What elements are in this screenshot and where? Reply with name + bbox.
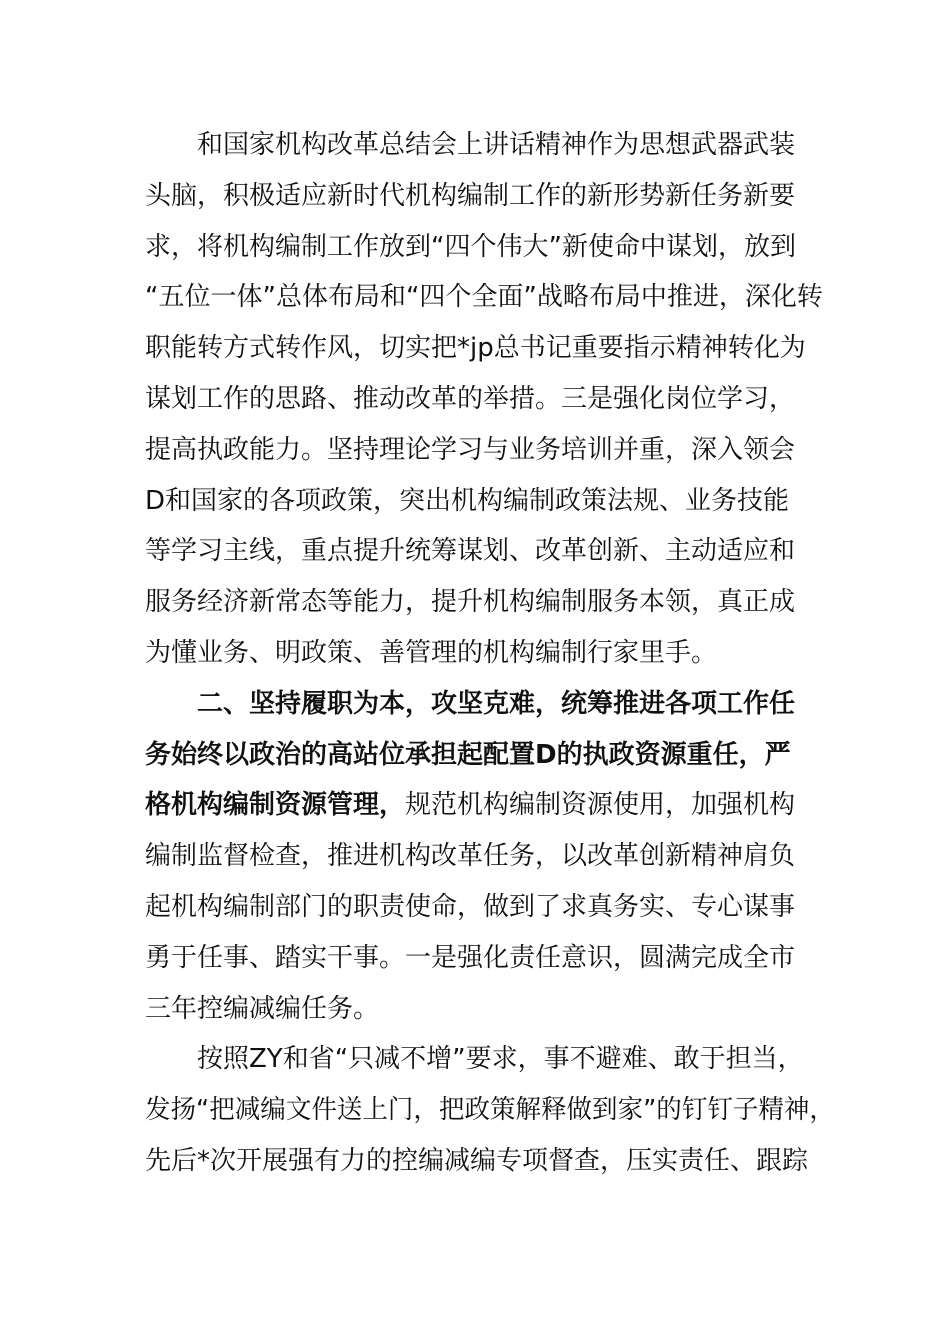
bold-lead-text: 格机构编制资源管理， bbox=[145, 790, 406, 821]
line-remainder-text: 规范机构编制资源使用，加强机构 bbox=[405, 790, 796, 821]
text-line: 职能转方式转作风，切实把*jp总书记重要指示精神转化为 bbox=[145, 333, 806, 364]
text-line: 勇于任事、踏实干事。一是强化责任意识，圆满完成全市 bbox=[145, 942, 796, 973]
body-text bbox=[145, 120, 835, 1187]
text-line: 服务经济新常态等能力，提升机构编制服务本领，真正成 bbox=[145, 587, 796, 618]
text-line: 头脑，积极适应新时代机构编制工作的新形势新任务新要 bbox=[145, 180, 796, 211]
text-line bbox=[145, 679, 835, 730]
text-line: 和国家机构改革总结会上讲话精神作为思想武器武装 bbox=[197, 130, 796, 160]
text-line: D和国家的各项政策，突出机构编制政策法规、业务技能 bbox=[145, 485, 790, 516]
text-line: 求，将机构编制工作放到“四个伟大”新使命中谋划，放到 bbox=[145, 231, 796, 262]
text-line: 编制监督检查，推进机构改革任务，以改革创新精神肩负 bbox=[145, 841, 796, 872]
text-line: 等学习主线，重点提升统筹谋划、改革创新、主动适应和 bbox=[145, 536, 796, 567]
text-line bbox=[145, 780, 835, 831]
text-line: “五位一体”总体布局和“四个全面”战略布局中推进，深化转 bbox=[145, 282, 823, 313]
text-line: 三年控编减编任务。 bbox=[145, 993, 380, 1024]
text-line: 提高执政能力。坚持理论学习与业务培训并重，深入领会 bbox=[145, 434, 796, 465]
text-line: 为懂业务、明政策、善管理的机构编制行家里手。 bbox=[145, 637, 718, 668]
text-line: 起机构编制部门的职责使命，做到了求真务实、专心谋事 bbox=[145, 891, 796, 922]
text-line: 谋划工作的思路、推动改革的举措。三是强化岗位学习， bbox=[145, 383, 796, 414]
text-line bbox=[145, 730, 835, 781]
bold-heading-text: 务始终以政治的高站位承担起配置D的执政资源重任，严 bbox=[145, 739, 791, 770]
text-line: 先后*次开展强有力的控编减编专项督查，压实责任、跟踪 bbox=[145, 1145, 809, 1176]
text-line: 发扬“把减编文件送上门，把政策解释做到家”的钉钉子精神， bbox=[145, 1095, 835, 1126]
text-line: 按照ZY和省“只减不增”要求，事不避难、敢于担当， bbox=[197, 1044, 804, 1075]
bold-heading-text: 二、坚持履职为本，攻坚克难，统筹推进各项工作任 bbox=[197, 688, 796, 719]
